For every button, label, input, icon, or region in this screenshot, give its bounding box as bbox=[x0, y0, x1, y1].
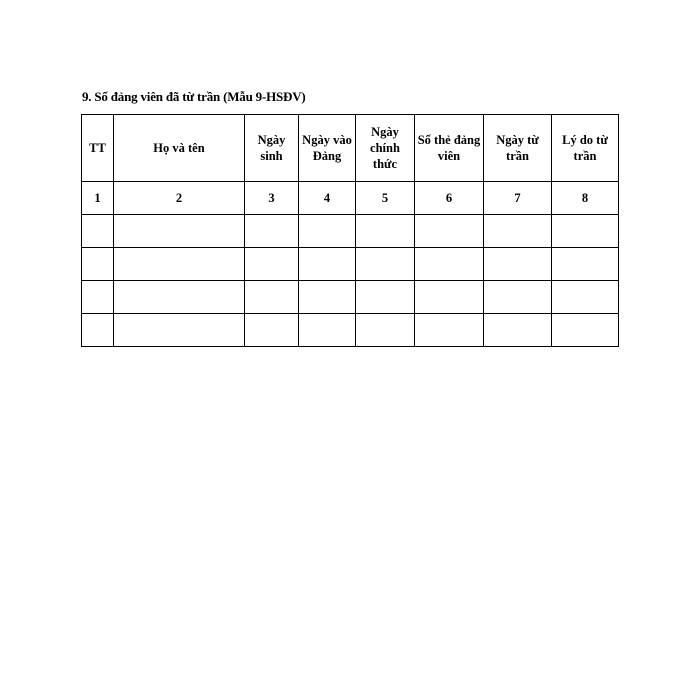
table-cell bbox=[82, 248, 114, 281]
column-number: 8 bbox=[552, 182, 619, 215]
header-party-card-number: Số thẻ đảng viên bbox=[415, 115, 484, 182]
table-cell bbox=[484, 248, 552, 281]
section-title: 9. Số đảng viên đã từ trần (Mẫu 9-HSĐV) bbox=[82, 89, 306, 104]
table-cell bbox=[552, 248, 619, 281]
column-number: 1 bbox=[82, 182, 114, 215]
table-cell bbox=[299, 248, 356, 281]
table-cell bbox=[82, 215, 114, 248]
column-number-row bbox=[82, 182, 619, 215]
table-cell bbox=[114, 215, 245, 248]
table-cell bbox=[114, 314, 245, 347]
table-cell bbox=[415, 314, 484, 347]
header-official-date: Ngày chính thức bbox=[356, 115, 415, 182]
table-cell bbox=[114, 281, 245, 314]
column-number: 6 bbox=[415, 182, 484, 215]
table-cell bbox=[415, 215, 484, 248]
header-cause-of-death: Lý do từ trần bbox=[552, 115, 619, 182]
column-number: 5 bbox=[356, 182, 415, 215]
table-cell bbox=[415, 248, 484, 281]
column-number: 2 bbox=[114, 182, 245, 215]
table-row bbox=[82, 314, 619, 347]
column-number: 4 bbox=[299, 182, 356, 215]
table-cell bbox=[356, 215, 415, 248]
header-date-joined-party: Ngày vào Đảng bbox=[299, 115, 356, 182]
table-cell bbox=[299, 281, 356, 314]
table-cell bbox=[245, 314, 299, 347]
header-date-of-birth: Ngày sinh bbox=[245, 115, 299, 182]
table-header-row bbox=[82, 115, 619, 182]
deceased-members-table bbox=[81, 114, 619, 347]
column-number: 3 bbox=[245, 182, 299, 215]
table-cell bbox=[484, 215, 552, 248]
table-cell bbox=[82, 314, 114, 347]
table-cell bbox=[415, 281, 484, 314]
table-cell bbox=[245, 248, 299, 281]
table-cell bbox=[245, 281, 299, 314]
table-cell bbox=[82, 281, 114, 314]
table-cell bbox=[356, 248, 415, 281]
table-row bbox=[82, 281, 619, 314]
table-cell bbox=[484, 281, 552, 314]
table-cell bbox=[114, 248, 245, 281]
table-cell bbox=[552, 215, 619, 248]
table-cell bbox=[484, 314, 552, 347]
column-number: 7 bbox=[484, 182, 552, 215]
header-date-of-death: Ngày từ trần bbox=[484, 115, 552, 182]
header-tt: TT bbox=[82, 115, 114, 182]
table-row bbox=[82, 215, 619, 248]
table-cell bbox=[552, 314, 619, 347]
header-full-name: Họ và tên bbox=[114, 115, 245, 182]
table-row bbox=[82, 248, 619, 281]
table-cell bbox=[245, 215, 299, 248]
table-cell bbox=[356, 314, 415, 347]
table-cell bbox=[299, 314, 356, 347]
table-cell bbox=[356, 281, 415, 314]
table-cell bbox=[299, 215, 356, 248]
table-cell bbox=[552, 281, 619, 314]
